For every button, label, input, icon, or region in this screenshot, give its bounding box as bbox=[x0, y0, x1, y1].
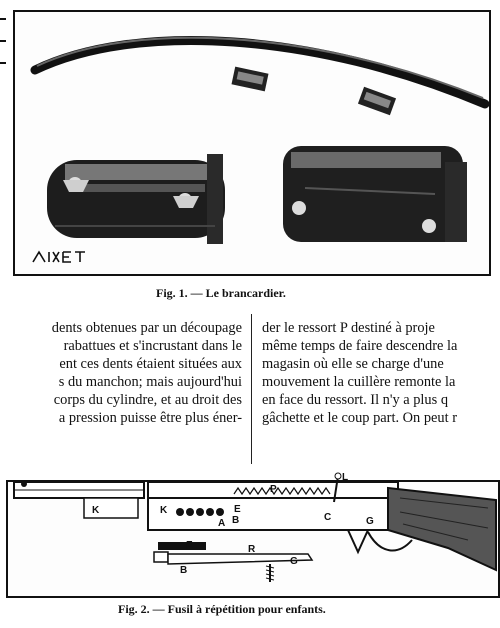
label-e: E bbox=[186, 540, 193, 551]
text-column-right bbox=[262, 319, 500, 427]
text-line: gâchette et le coup part. On peut r bbox=[262, 410, 457, 426]
figure-2-caption: Fig. 2. — Fusil à répétition pour enfants. bbox=[118, 602, 326, 616]
text-line: corps du cylindre, et au droit des bbox=[53, 392, 242, 408]
sleeve-right bbox=[283, 146, 467, 242]
label-p: P bbox=[270, 484, 277, 495]
label-c: C bbox=[324, 512, 332, 523]
label-g: G bbox=[290, 556, 298, 567]
text-line: der le ressort P destiné à proje bbox=[262, 320, 435, 336]
label-a: A bbox=[218, 518, 226, 529]
pole-clamp bbox=[232, 67, 269, 92]
text-line: ent ces dents étaient situées aux bbox=[59, 356, 242, 372]
text-line: s du manchon; mais aujourd'hui bbox=[58, 374, 242, 390]
text-line: en face du ressort. Il n'y a plus q bbox=[262, 392, 449, 408]
text-line: dents obtenues par un découpage bbox=[51, 320, 242, 336]
stretcher-illustration bbox=[15, 12, 489, 274]
figure-1-caption: Fig. 1. — Le brancardier. bbox=[156, 286, 286, 300]
sleeve-left bbox=[47, 154, 225, 244]
label-r: R bbox=[248, 544, 256, 555]
edge-mark bbox=[0, 18, 6, 20]
label-k: K bbox=[160, 505, 168, 516]
column-divider bbox=[251, 314, 252, 464]
text-line: rabattues et s'incrustant dans le bbox=[63, 338, 242, 354]
label-e: E bbox=[234, 504, 241, 515]
text-column-left bbox=[0, 319, 242, 427]
label-b: B bbox=[232, 515, 240, 526]
label-g: G bbox=[366, 516, 374, 527]
text-line: mouvement la cuillère remonte la bbox=[262, 374, 456, 390]
edge-mark bbox=[0, 40, 6, 42]
edge-mark bbox=[0, 62, 6, 64]
label-k: K bbox=[92, 505, 100, 516]
text-line: magasin où elle se charge d'une bbox=[262, 356, 444, 372]
text-line: a pression puisse être plus éner- bbox=[58, 410, 242, 426]
figure-1-frame bbox=[13, 10, 491, 276]
text-line: même temps de faire descendre la bbox=[262, 338, 458, 354]
artist-signature bbox=[31, 248, 89, 269]
rifle-diagram bbox=[8, 472, 498, 596]
figure-2-frame bbox=[6, 472, 500, 598]
label-l: L bbox=[342, 472, 349, 483]
pole-clamp bbox=[358, 87, 396, 116]
label-b: B bbox=[180, 565, 188, 576]
